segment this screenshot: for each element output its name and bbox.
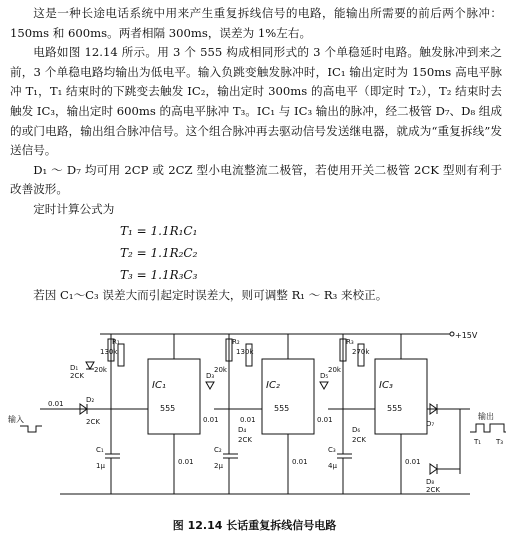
resistor-label: R₃ [346,338,354,346]
cap-label: C₃ [328,446,336,454]
output-label: 输出 [478,412,494,421]
diode-label: D₆ [352,426,361,434]
cap-value: 2μ [214,462,223,470]
supply-label: +15V [455,331,478,340]
pulse-label: T₃ [496,438,504,446]
cap-value: 4μ [328,462,337,470]
formula: T₂ = 1.1R₂C₂ [120,245,198,260]
diode-label: D₇ [426,420,435,428]
circuit-diagram [0,314,509,514]
aux-resistor-value: 20k [214,366,227,374]
resistor-value: 130k [100,348,118,356]
formula: T₃ = 1.1R₃C₃ [120,267,198,282]
paragraph: 若因 C₁～C₃ 误差大而引起定时误差大，则可调整 R₁ ～ R₃ 来校正。 [33,287,388,302]
paragraph: D₁ ～ D₇ 均可用 2CP 或 2CZ 型小电流整流二极管，若使用开关二极管 2CK 型则有利于改善波形。 [10,162,502,197]
ic-type: 555 [387,404,403,413]
small-cap-value: 0.01 [203,416,219,424]
diode-label: D₅ [320,372,329,380]
resistor-label: R₂ [232,338,240,346]
diode-label: D₁ [70,364,79,372]
resistor-label: R₁ [112,338,120,346]
diode-label: D₄ [238,426,247,434]
small-cap-value: 0.01 [317,416,333,424]
ic-label: IC₃ [379,380,393,391]
small-cap-value: 0.01 [48,400,64,408]
paragraph: 定时计算公式为 [33,201,115,216]
diode-type: 2CK [352,436,366,444]
input-label: 输入 [8,415,24,424]
resistor-value: 270k [352,348,370,356]
resistor-value: 130k [236,348,254,356]
ic-type: 555 [160,404,176,413]
cap-label: C₂ [214,446,222,454]
ic-label: IC₁ [152,380,166,391]
aux-resistor-value: 20k [328,366,341,374]
diode-label: D₃ [206,372,215,380]
diode-label: D₂ [86,396,95,404]
diode-type: 2CK [86,418,100,426]
small-cap-value: 0.01 [405,458,421,466]
pulse-label: T₁ [474,438,482,446]
body-text [10,4,502,305]
cap-value: 1μ [96,462,105,470]
diode-label: D₈ [426,478,435,486]
aux-resistor-value: 20k [94,366,107,374]
small-cap-value: 0.01 [292,458,308,466]
diode-type: 2CK [70,372,84,380]
ic-label: IC₂ [266,380,280,391]
small-cap-value: 0.01 [178,458,194,466]
formula: T₁ = 1.1R₁C₁ [120,223,198,238]
paragraph: 这是一种长途电话系统中用来产生重复拆线信号的电路，能输出所需要的前后两个脉冲：150ms 和 600ms。两者相隔 300ms，误差为 1%左右。 [10,6,502,40]
figure-caption: 图 12.14 长话重复拆线信号电路 [172,519,337,532]
ic-type: 555 [274,404,290,413]
small-cap-value: 0.01 [240,416,256,424]
diode-type: 2CK [238,436,252,444]
diode-type: 2CK [426,486,440,494]
paragraph: 电路如图 12.14 所示。用 3 个 555 构成相同形式的 3 个单稳延时电路。触发脉冲到来之前，3 个单稳电路均输出为低电平。输入负跳变触发脉冲时，IC₁ 输出定时为 150ms 高电平脉冲 T₁，T₁ 结束时的下跳变去触发 IC₂，输出定时 300ms 的高电平（即定时 T₂），T₂ 结束时去触发 IC₃，输出定时 600ms 的高电平脉冲 T₃。IC₁ 与 IC₃ 输出的脉冲，经二极管 D₇、D₈ 组成的或门电路，输出组合脉冲信号。这个组合脉冲再去驱动信号发送继电器，就成为“重复拆线”发送信号。 [10,45,502,158]
cap-label: C₁ [96,446,104,454]
